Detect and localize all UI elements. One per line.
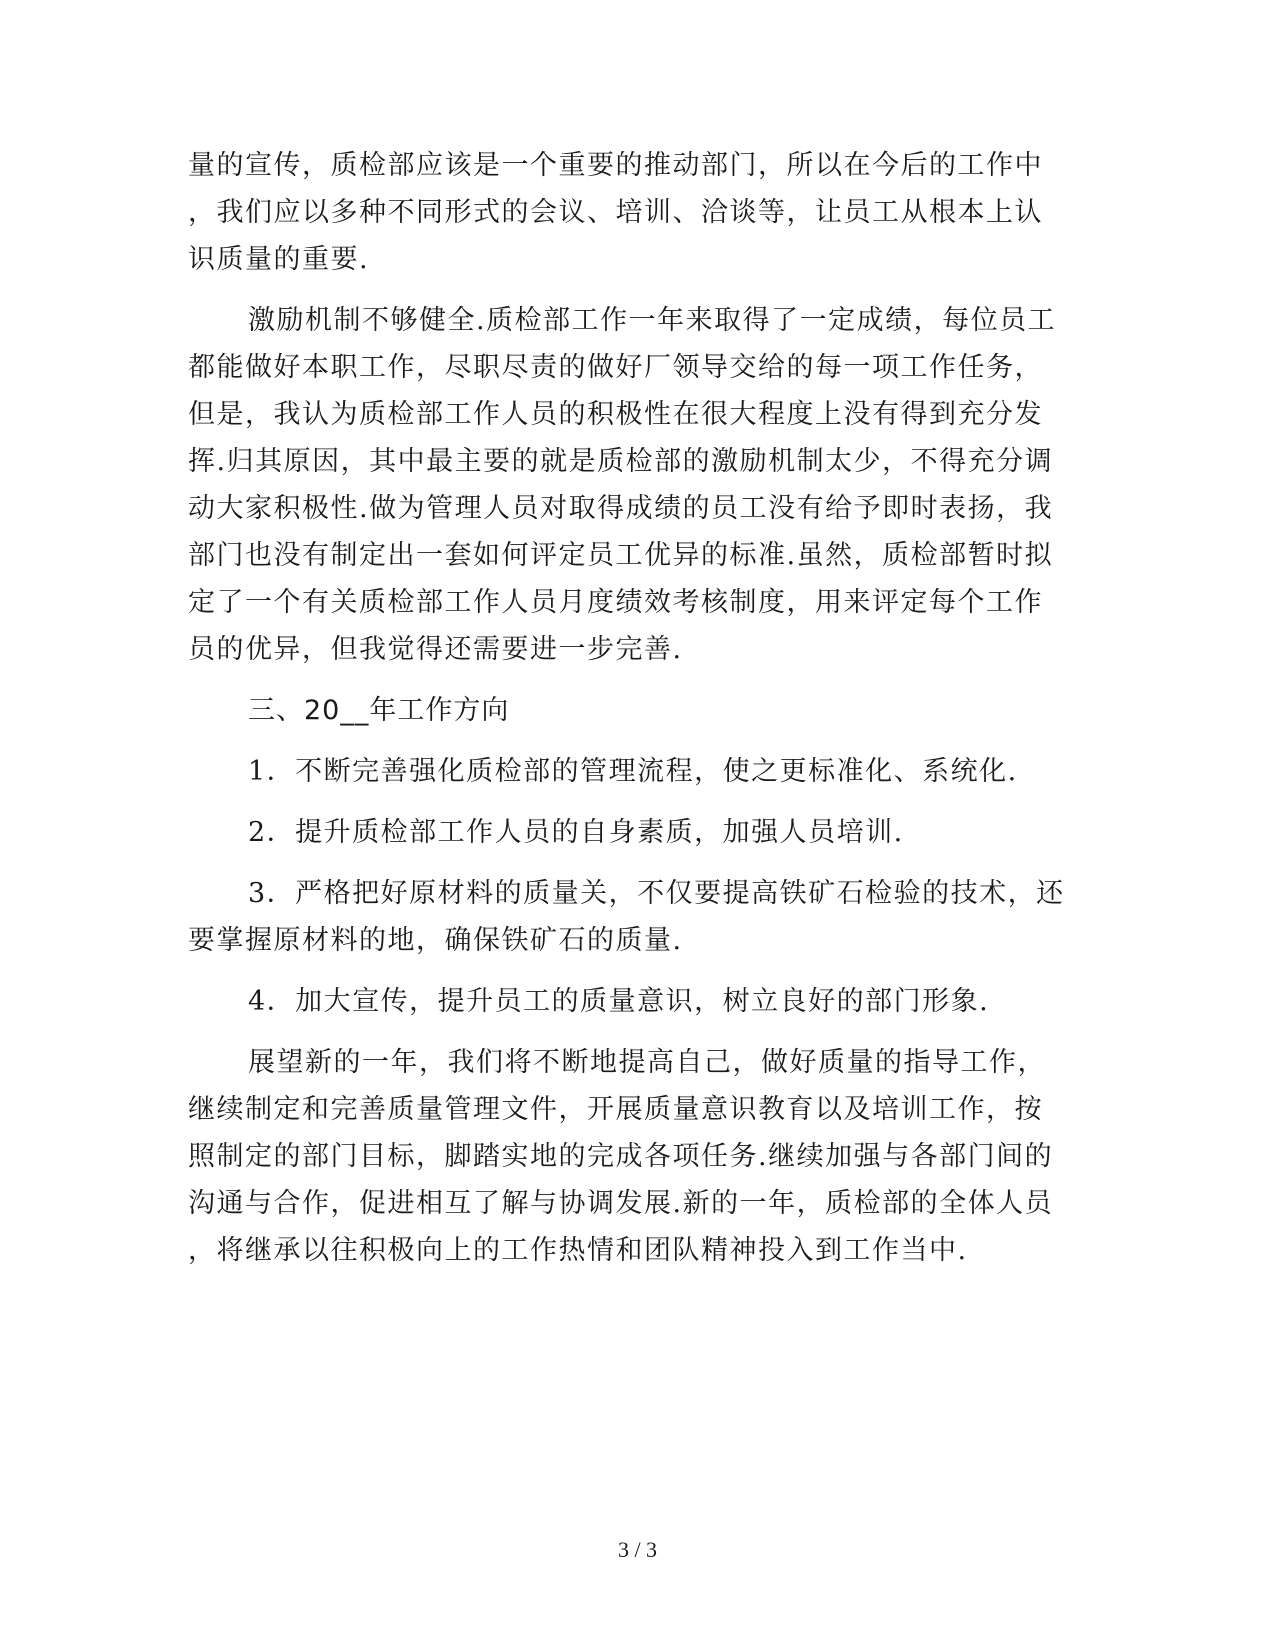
text-line: 照制定的部门目标，脚踏实地的完成各项任务.继续加强与各部门间的: [188, 1141, 1054, 1172]
list-item: 1．不断完善强化质检部的管理流程，使之更标准化、系统化.: [248, 756, 1018, 787]
text-line: 部门也没有制定出一套如何评定员工优异的标准.虽然，质检部暂时拟: [188, 540, 1054, 571]
section-heading: 三、20__年工作方向: [248, 695, 510, 726]
text-line: 动大家积极性.做为管理人员对取得成绩的员工没有给予即时表扬，我: [188, 493, 1054, 524]
text-line: 展望新的一年，我们将不断地提高自己，做好质量的指导工作，: [248, 1047, 1046, 1078]
text-line: 识质量的重要.: [188, 244, 370, 275]
document-body: [188, 142, 1068, 1274]
text-line: 激励机制不够健全.质检部工作一年来取得了一定成绩，每位员工: [248, 305, 1057, 336]
text-line: 量的宣传，质检部应该是一个重要的推动部门，所以在今后的工作中: [188, 150, 1043, 181]
text-line: ，将继承以往积极向上的工作热情和团队精神投入到工作当中.: [188, 1235, 968, 1266]
text-line: 都能做好本职工作，尽职尽责的做好厂领导交给的每一项工作任务，: [188, 352, 1043, 383]
list-item: 4．加大宣传，提升员工的质量意识，树立良好的部门形象.: [248, 986, 990, 1017]
text-line: 定了一个有关质检部工作人员月度绩效考核制度，用来评定每个工作: [188, 587, 1043, 618]
text-line: ，我们应以多种不同形式的会议、培训、洽谈等，让员工从根本上认: [188, 197, 1043, 228]
list-item-continuation: 要掌握原材料的地，确保铁矿石的质量.: [188, 925, 683, 956]
text-line: 挥.归其原因，其中最主要的就是质检部的激励机制太少，不得充分调: [188, 446, 1054, 477]
list-item: 3．严格把好原材料的质量关，不仅要提高铁矿石检验的技术，还: [248, 878, 1065, 909]
text-line: 员的优异，但我觉得还需要进一步完善.: [188, 634, 683, 665]
text-line: 继续制定和完善质量管理文件，开展质量意识教育以及培训工作，按: [188, 1094, 1043, 1125]
page-number: 3 / 3: [617, 1537, 658, 1562]
list-item: 2．提升质检部工作人员的自身素质，加强人员培训.: [248, 817, 904, 848]
text-line: 但是，我认为质检部工作人员的积极性在很大程度上没有得到充分发: [188, 399, 1043, 430]
text-line: 沟通与合作，促进相互了解与协调发展.新的一年，质检部的全体人员: [188, 1188, 1054, 1219]
